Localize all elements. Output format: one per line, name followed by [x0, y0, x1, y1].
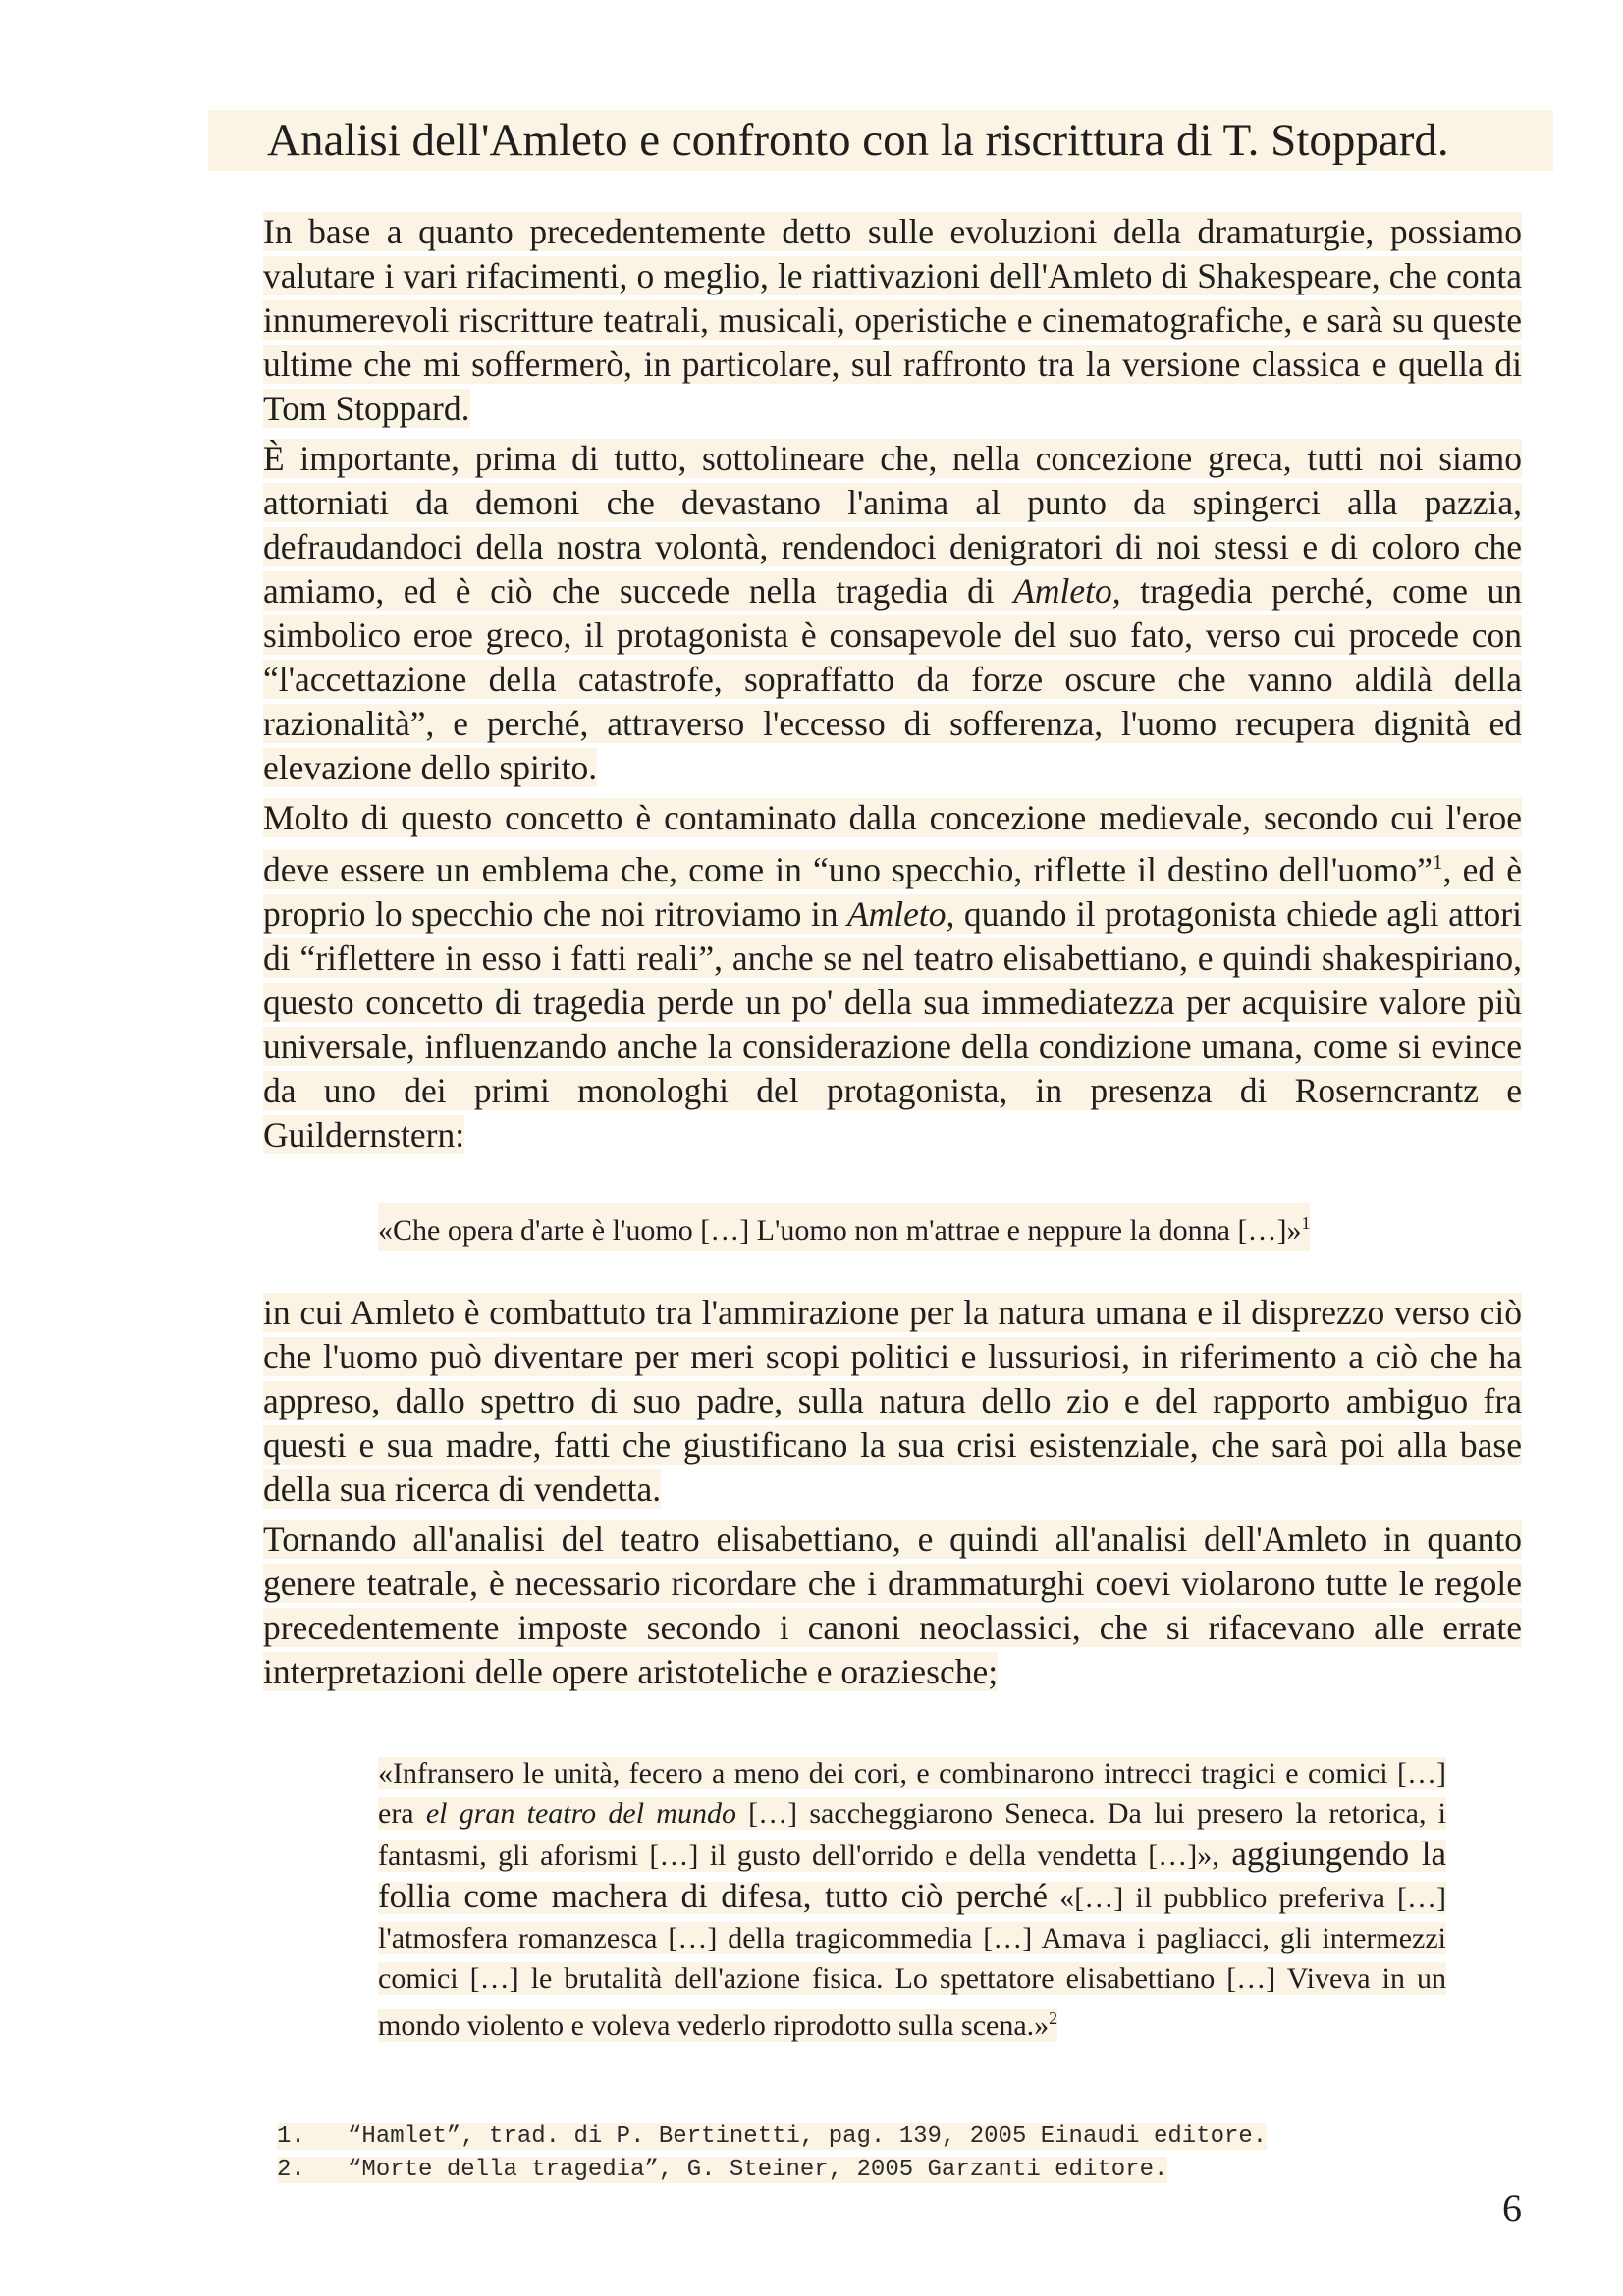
paragraph-elizabethan-theatre-text: Tornando all'analisi del teatro elisabettiano, e quindi all'analisi dell'Amleto in quanto genere teatrale, è necessario ricordare che i drammaturghi coevi violarono tutte le regole precedentemente imposte secondo i canoni neoclassici, che si rifacevano alle errate interpretazioni delle opere aristoteliche e oraziesche; — [263, 1520, 1522, 1691]
footnote-ref-1-quote: 1 — [1301, 1213, 1311, 1233]
footnote-item — [277, 2154, 1267, 2187]
footnote-text: “Hamlet”, trad. di P. Bertinetti, pag. 139, 2005 Einaudi editore. — [348, 2123, 1268, 2150]
block-quote-steiner-text-b: […] saccheggiarono Seneca. Da lui presero la retorica, i fantasmi, gli aforismi […] il gusto dell'orrido e della vendetta […]», — [378, 1797, 1447, 1872]
paragraph-elizabethan-theatre — [263, 1518, 1522, 1694]
paragraph-medieval-italic: Amleto, — [846, 893, 955, 934]
paragraph-medieval-concept — [263, 796, 1522, 1157]
paragraph-greek-concept — [263, 437, 1522, 790]
paragraph-intro-text: In base a quanto precedentemente detto sulle evoluzioni della dramaturgie, possiamo valutare i vari rifacimenti, o meglio, le riattivazioni dell'Amleto di Shakespeare, che conta innumerevoli riscritture teatrali, musicali, operistiche e cinematografiche, e sarà su queste ultime che mi soffermerò, in particolare, sul raffronto tra la versione classica e quella di Tom Stoppard. — [263, 212, 1522, 428]
block-quote-steiner-italic: el gran teatro del mundo — [425, 1797, 736, 1830]
block-quote-hamlet — [378, 1203, 1310, 1251]
footnotes — [277, 2120, 1267, 2187]
paragraph-greek-concept-italic: Amleto, — [1013, 571, 1121, 611]
paragraph-hamlet-conflict-text: in cui Amleto è combattuto tra l'ammirazione per la natura umana e il disprezzo verso ciò che l'uomo può diventare per meri scopi politici e lussuriosi, in riferimento a ciò che ha appreso, dallo spettro di suo padre, sulla natura dello zio e del rapporto ambiguo fra questi e sua madre, fatti che giustificano la sua crisi esistenziale, che sarà poi alla base della sua ricerca di vendetta. — [263, 1293, 1522, 1509]
page-number: 6 — [1502, 2186, 1522, 2230]
footnote-text: “Morte della tragedia”, G. Steiner, 2005 Garzanti editore. — [348, 2157, 1168, 2183]
block-quote-hamlet-text: «Che opera d'arte è l'uomo […] L'uomo non m'attrae e neppure la donna […]» — [378, 1214, 1302, 1247]
page-title: Analisi dell'Amleto e confronto con la riscrittura di T. Stoppard. — [208, 110, 1553, 171]
block-quote-steiner-inline-comment: aggiungendo la follia come machera di difesa, tutto ciò perché — [378, 1835, 1446, 1915]
footnote-number: 2. — [277, 2157, 305, 2183]
footnote-ref-1: 1 — [1432, 850, 1443, 874]
paragraph-intro — [263, 210, 1522, 431]
paragraph-hamlet-conflict — [263, 1291, 1522, 1512]
paragraph-greek-concept-text-a: È importante, prima di tutto, sottolineare che, nella concezione greca, tutti noi siamo attorniati da demoni che devastano l'anima al punto da spingerci alla pazzia, defraudandoci della nostra volontà, rendendoci denigratori di noi stessi e di coloro che amiamo, ed è ciò che succede nella tragedia di — [263, 439, 1522, 611]
block-quote-steiner-text-a: «Infransero le unità, fecero a meno dei cori, e combinarono intrecci tragici e comici […] era — [378, 1757, 1446, 1830]
paragraph-medieval-text-c: quando il protagonista chiede agli attori di “riflettere in esso i fatti reali”, anche se nel teatro elisabettiano, e quindi shakespiriano, questo concetto di tragedia perde un po' della sua immediatezza per acquisire valore più universale, influenzando anche la considerazione della condizione umana, come si evince da uno dei primi monologhi del protagonista, in presenza di Roserncrantz e Guildernstern: — [263, 893, 1522, 1154]
paragraph-medieval-text-a: Molto di questo concetto è contaminato dalla concezione medievale, secondo cui l'eroe deve essere un emblema che, come in “uno specchio, riflette il destino dell'uomo” — [263, 798, 1522, 889]
block-quote-steiner — [378, 1753, 1446, 2046]
footnote-number: 1. — [277, 2123, 305, 2150]
paragraph-medieval-text-b: , ed è proprio lo specchio che noi ritroviamo in — [263, 849, 1523, 934]
footnote-ref-2: 2 — [1049, 2008, 1058, 2028]
paragraph-greek-concept-text-b: tragedia perché, come un simbolico eroe greco, il protagonista è consapevole del suo fato, verso cui procede con “l'accettazione della catastrofe, sopraffatto da forze oscure che vanno aldilà della razionalità”, e perché, attraverso l'eccesso di sofferenza, l'uomo recupera dignità ed elevazione dello spirito. — [263, 571, 1522, 787]
footnote-item — [277, 2120, 1267, 2154]
block-quote-steiner-text-c: «[…] il pubblico preferiva […] l'atmosfera romanzesca […] della tragicommedia […] Amava i pagliacci, gli intermezzi comici […] le brutalità dell'azione fisica. Lo spettatore elisabettiano […] Viveva in un mondo violento e voleva vederlo riprodotto sulla scena.» — [378, 1882, 1446, 2042]
